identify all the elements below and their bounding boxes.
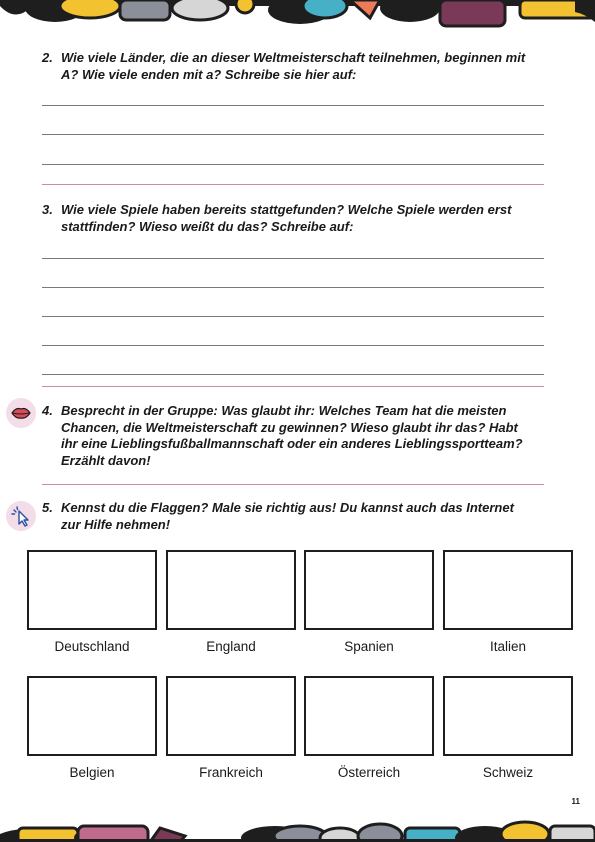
bottom-decoration-illustration [0,808,595,842]
section-divider [42,484,544,485]
flag-label-belgien: Belgien [69,765,115,780]
question-3-text: Wie viele Spiele haben bereits stattgefunden? Welche Spiele werden erst stattfinden? Wieso weißt du das? Schreibe auf: [61,202,512,234]
answer-line[interactable] [42,374,544,375]
flag-label-oesterreich: Österreich [337,765,401,780]
answer-line[interactable] [42,345,544,346]
answer-line[interactable] [42,134,544,135]
flag-label-deutschland: Deutschland [54,639,130,654]
question-2-number: 2. [42,50,53,65]
flag-label-italien: Italien [489,639,527,654]
answer-line[interactable] [42,105,544,106]
mouth-icon [6,398,36,428]
flag-label-schweiz: Schweiz [482,765,534,780]
question-4-icon-badge [6,398,36,428]
top-decoration-illustration [0,0,595,34]
question-4-number: 4. [42,403,53,418]
question-4 [42,403,532,469]
answer-line[interactable] [42,258,544,259]
question-5-icon-badge [6,501,36,531]
question-2 [42,50,532,83]
page-number: 11 [571,797,580,806]
flag-box-deutschland[interactable] [27,550,157,630]
flag-label-frankreich: Frankreich [199,765,263,780]
question-5-number: 5. [42,500,53,515]
flag-label-spanien: Spanien [344,639,394,654]
question-2-text: Wie viele Länder, die an dieser Weltmeisterschaft teilnehmen, beginnen mit A? Wie viele enden mit a? Schreibe sie hier auf: [61,50,526,82]
flag-box-frankreich[interactable] [166,676,296,756]
flag-box-schweiz[interactable] [443,676,573,756]
flag-label-england: England [206,639,256,654]
flag-box-italien[interactable] [443,550,573,630]
section-divider [42,184,544,185]
flag-box-belgien[interactable] [27,676,157,756]
pointer-click-icon [6,501,36,531]
answer-line[interactable] [42,287,544,288]
question-3-number: 3. [42,202,53,217]
question-4-text: Besprecht in der Gruppe: Was glaubt ihr: Welches Team hat die meisten Chancen, die Weltmeisterschaft zu gewinnen? Wieso glaubt ihr das? Habt ihr eine Lieblingsfußballmannschaft oder ein anderes Lieblingssportteam? Erzählt davon! [61,403,523,468]
flag-box-oesterreich[interactable] [304,676,434,756]
flag-box-spanien[interactable] [304,550,434,630]
question-3 [42,202,532,235]
question-5 [42,500,532,533]
answer-line[interactable] [42,316,544,317]
flag-box-england[interactable] [166,550,296,630]
answer-line[interactable] [42,164,544,165]
section-divider [42,386,544,387]
question-5-text: Kennst du die Flaggen? Male sie richtig aus! Du kannst auch das Internet zur Hilfe nehmen! [61,500,514,532]
